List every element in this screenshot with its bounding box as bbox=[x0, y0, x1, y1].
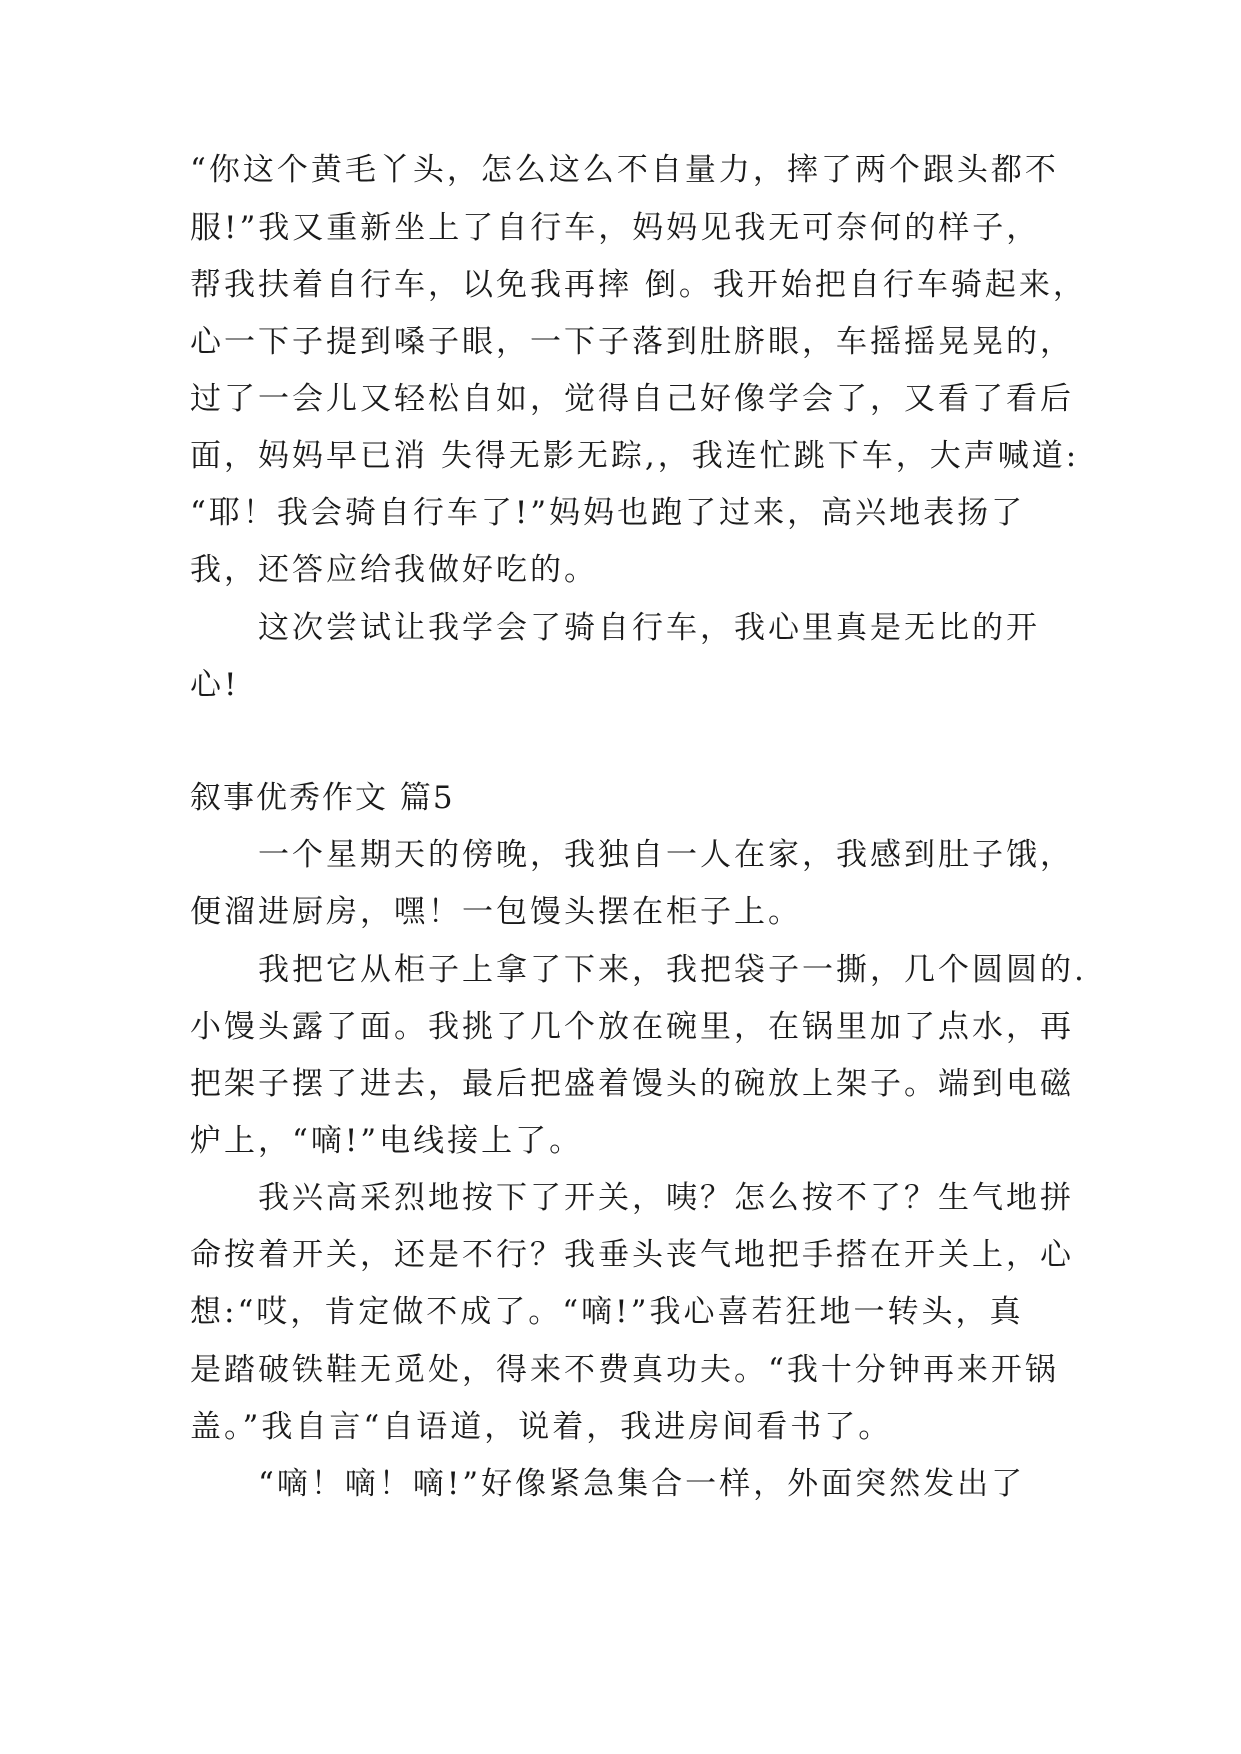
paragraph-line: “你这个黄毛丫头，怎么这么不自量力，摔了两个跟头都不 bbox=[190, 152, 1059, 188]
paragraph-line: 帮我扶着自行车，以免我再摔 倒。我开始把自行车骑起来， bbox=[190, 267, 1087, 303]
paragraph-line: “嘀！嘀！嘀!”好像紧急集合一样，外面突然发出了 bbox=[190, 1466, 1026, 1502]
paragraph-line: 我，还答应给我做好吃的。 bbox=[190, 552, 598, 588]
paragraph-line: 盖。”我自言“自语道，说着，我进房间看书了。 bbox=[190, 1409, 893, 1445]
paragraph-line: 心! bbox=[190, 667, 240, 703]
paragraph-line: 这次尝试让我学会了骑自行车，我心里真是无比的开 bbox=[190, 610, 1040, 646]
paragraph-line: “耶！我会骑自行车了!”妈妈也跑了过来，高兴地表扬了 bbox=[190, 495, 1026, 531]
paragraph-line: 便溜进厨房，嘿！一包馒头摆在柜子上。 bbox=[190, 894, 802, 930]
paragraph-line: 心一下子提到嗓子眼，一下子落到肚脐眼，车摇摇晃晃的， bbox=[190, 324, 1074, 360]
paragraph-line: 我把它从柜子上拿了下来，我把袋子一撕，几个圆圆的. bbox=[190, 952, 1087, 988]
paragraph-line: 把架子摆了进去，最后把盛着馒头的碗放上架子。端到电磁 bbox=[190, 1066, 1074, 1102]
section-heading: 叙事优秀作文 篇5 bbox=[190, 780, 455, 816]
paragraph-line: 炉上，“嘀!”电线接上了。 bbox=[190, 1123, 584, 1159]
paragraph-line: 想:“哎，肯定做不成了。“嘀!”我心喜若狂地一转头，真 bbox=[190, 1294, 1024, 1330]
paragraph-line: 过了一会儿又轻松自如，觉得自己好像学会了，又看了看后 bbox=[190, 381, 1074, 417]
paragraph-line: 命按着开关，还是不行？我垂头丧气地把手搭在开关上，心 bbox=[190, 1237, 1074, 1273]
paragraph-line: 是踏破铁鞋无觅处，得来不费真功夫。“我十分钟再来开锅 bbox=[190, 1352, 1059, 1388]
paragraph-line: 一个星期天的傍晚，我独自一人在家，我感到肚子饿， bbox=[190, 837, 1074, 873]
paragraph-line: 小馒头露了面。我挑了几个放在碗里，在锅里加了点水，再 bbox=[190, 1009, 1074, 1045]
paragraph-line: 我兴高采烈地按下了开关，咦？怎么按不了？生气地拼 bbox=[190, 1180, 1074, 1216]
paragraph-line: 服!”我又重新坐上了自行车，妈妈见我无可奈何的样子， bbox=[190, 210, 1041, 246]
paragraph-line: 面，妈妈早已消 失得无影无踪,，我连忙跳下车，大声喊道: bbox=[190, 438, 1080, 474]
